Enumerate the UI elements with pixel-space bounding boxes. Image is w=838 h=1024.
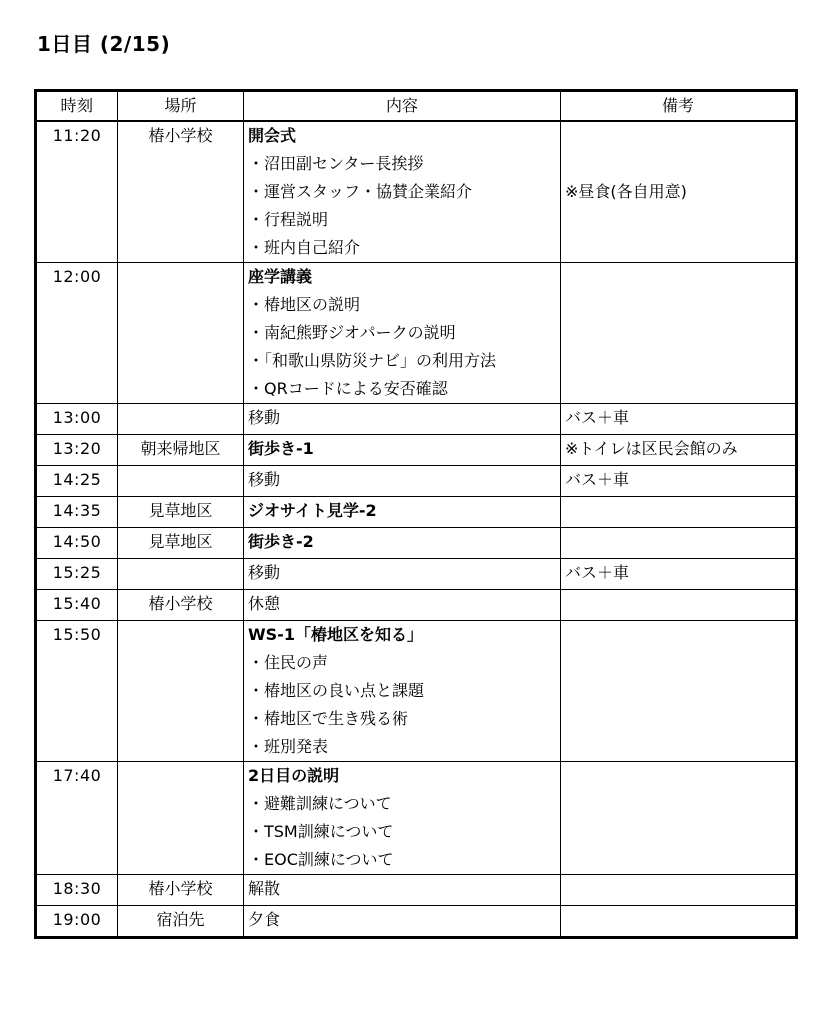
- row-content: [244, 875, 561, 906]
- content-text: 移動: [248, 563, 281, 582]
- row-content: [244, 590, 561, 621]
- content-heading: WS-1「椿地区を知る」: [248, 625, 423, 644]
- schedule-row: [37, 121, 795, 263]
- content-bullet-item: ・住民の声: [248, 653, 329, 672]
- row-place: [118, 466, 244, 497]
- schedule-row: [37, 263, 795, 404]
- row-notes: [561, 590, 796, 621]
- row-notes: [561, 906, 796, 937]
- row-content: [244, 404, 561, 435]
- row-place: 椿小学校: [118, 121, 244, 263]
- content-text: 移動: [248, 470, 281, 489]
- row-time: 15:50: [37, 621, 118, 762]
- content-bullet-item: ・「和歌山県防災ナビ」の利用方法: [248, 351, 497, 370]
- row-place: 見草地区: [118, 528, 244, 559]
- note-text: バス＋車: [565, 563, 630, 582]
- note-text: バス＋車: [565, 408, 630, 427]
- note-text: バス＋車: [565, 470, 630, 489]
- row-content: [244, 497, 561, 528]
- content-bullet-item: ・班内自己紹介: [248, 238, 361, 257]
- content-text: 解散: [248, 879, 281, 898]
- row-notes: [561, 621, 796, 762]
- page-title: 1日目 (2/15): [37, 32, 171, 56]
- content-heading: 開会式: [248, 126, 297, 145]
- row-place: [118, 621, 244, 762]
- header-place: 場所: [118, 92, 244, 121]
- row-notes: [561, 559, 796, 590]
- row-time: 14:50: [37, 528, 118, 559]
- row-notes: [561, 263, 796, 404]
- row-time: 19:00: [37, 906, 118, 937]
- row-content: [244, 906, 561, 937]
- content-bullet-item: ・避難訓練について: [248, 794, 392, 813]
- content-bullet-item: ・班別発表: [248, 737, 329, 756]
- row-time: 12:00: [37, 263, 118, 404]
- content-heading: 座学講義: [248, 267, 313, 286]
- row-time: 15:25: [37, 559, 118, 590]
- schedule-table: [34, 89, 798, 939]
- row-notes: [561, 466, 796, 497]
- content-bullet-item: ・椿地区の良い点と課題: [248, 681, 425, 700]
- row-content: [244, 121, 561, 263]
- row-time: 15:40: [37, 590, 118, 621]
- row-time: 13:00: [37, 404, 118, 435]
- schedule-row: [37, 875, 795, 906]
- schedule-row: [37, 435, 795, 466]
- content-text: 夕食: [248, 910, 281, 929]
- row-notes: [561, 875, 796, 906]
- row-notes: [561, 121, 796, 263]
- content-heading: 街歩き-2: [248, 532, 314, 551]
- row-place: 宿泊先: [118, 906, 244, 937]
- row-time: 14:25: [37, 466, 118, 497]
- content-heading: 2日目の説明: [248, 766, 340, 785]
- content-bullet-item: ・椿地区の説明: [248, 295, 361, 314]
- row-place: 朝来帰地区: [118, 435, 244, 466]
- row-place: 椿小学校: [118, 875, 244, 906]
- note-text: ※昼食(各自用意): [565, 182, 687, 201]
- schedule-row: [37, 559, 795, 590]
- schedule-row: [37, 528, 795, 559]
- content-bullet-item: ・南紀熊野ジオパークの説明: [248, 323, 456, 342]
- content-bullet-item: ・TSM訓練について: [248, 822, 394, 841]
- row-time: 17:40: [37, 762, 118, 875]
- row-time: 13:20: [37, 435, 118, 466]
- content-bullet-item: ・行程説明: [248, 210, 329, 229]
- content-bullet-item: ・運営スタッフ・協賛企業紹介: [248, 182, 473, 201]
- row-time: 14:35: [37, 497, 118, 528]
- row-place: [118, 762, 244, 875]
- row-place: [118, 559, 244, 590]
- row-content: [244, 621, 561, 762]
- content-heading: 街歩き-1: [248, 439, 314, 458]
- schedule-row: [37, 466, 795, 497]
- row-content: [244, 528, 561, 559]
- row-content: [244, 559, 561, 590]
- row-notes: [561, 404, 796, 435]
- row-content: [244, 762, 561, 875]
- row-place: [118, 404, 244, 435]
- header-time: 時刻: [37, 92, 118, 121]
- schedule-row: [37, 497, 795, 528]
- content-text: 移動: [248, 408, 281, 427]
- schedule-row: [37, 590, 795, 621]
- row-notes: [561, 435, 796, 466]
- row-place: 見草地区: [118, 497, 244, 528]
- content-bullet-item: ・EOC訓練について: [248, 850, 394, 869]
- content-text: 休憩: [248, 594, 281, 613]
- content-bullet-item: ・沼田副センター長挨拶: [248, 154, 424, 173]
- schedule-row: [37, 621, 795, 762]
- row-content: [244, 466, 561, 497]
- schedule-row: [37, 404, 795, 435]
- row-notes: [561, 528, 796, 559]
- row-time: 11:20: [37, 121, 118, 263]
- row-place: [118, 263, 244, 404]
- content-bullet-item: ・QRコードによる安否確認: [248, 379, 448, 398]
- schedule-body: [37, 121, 795, 936]
- schedule-row: [37, 906, 795, 937]
- content-bullet-item: ・椿地区で生き残る術: [248, 709, 409, 728]
- header-row: [37, 92, 795, 121]
- row-content: [244, 435, 561, 466]
- schedule-row: [37, 762, 795, 875]
- header-content: 内容: [244, 92, 561, 121]
- note-text: ※トイレは区民会館のみ: [565, 439, 738, 458]
- header-notes: 備考: [561, 92, 796, 121]
- row-content: [244, 263, 561, 404]
- row-notes: [561, 762, 796, 875]
- row-place: 椿小学校: [118, 590, 244, 621]
- row-notes: [561, 497, 796, 528]
- row-time: 18:30: [37, 875, 118, 906]
- content-heading: ジオサイト見学-2: [248, 501, 377, 520]
